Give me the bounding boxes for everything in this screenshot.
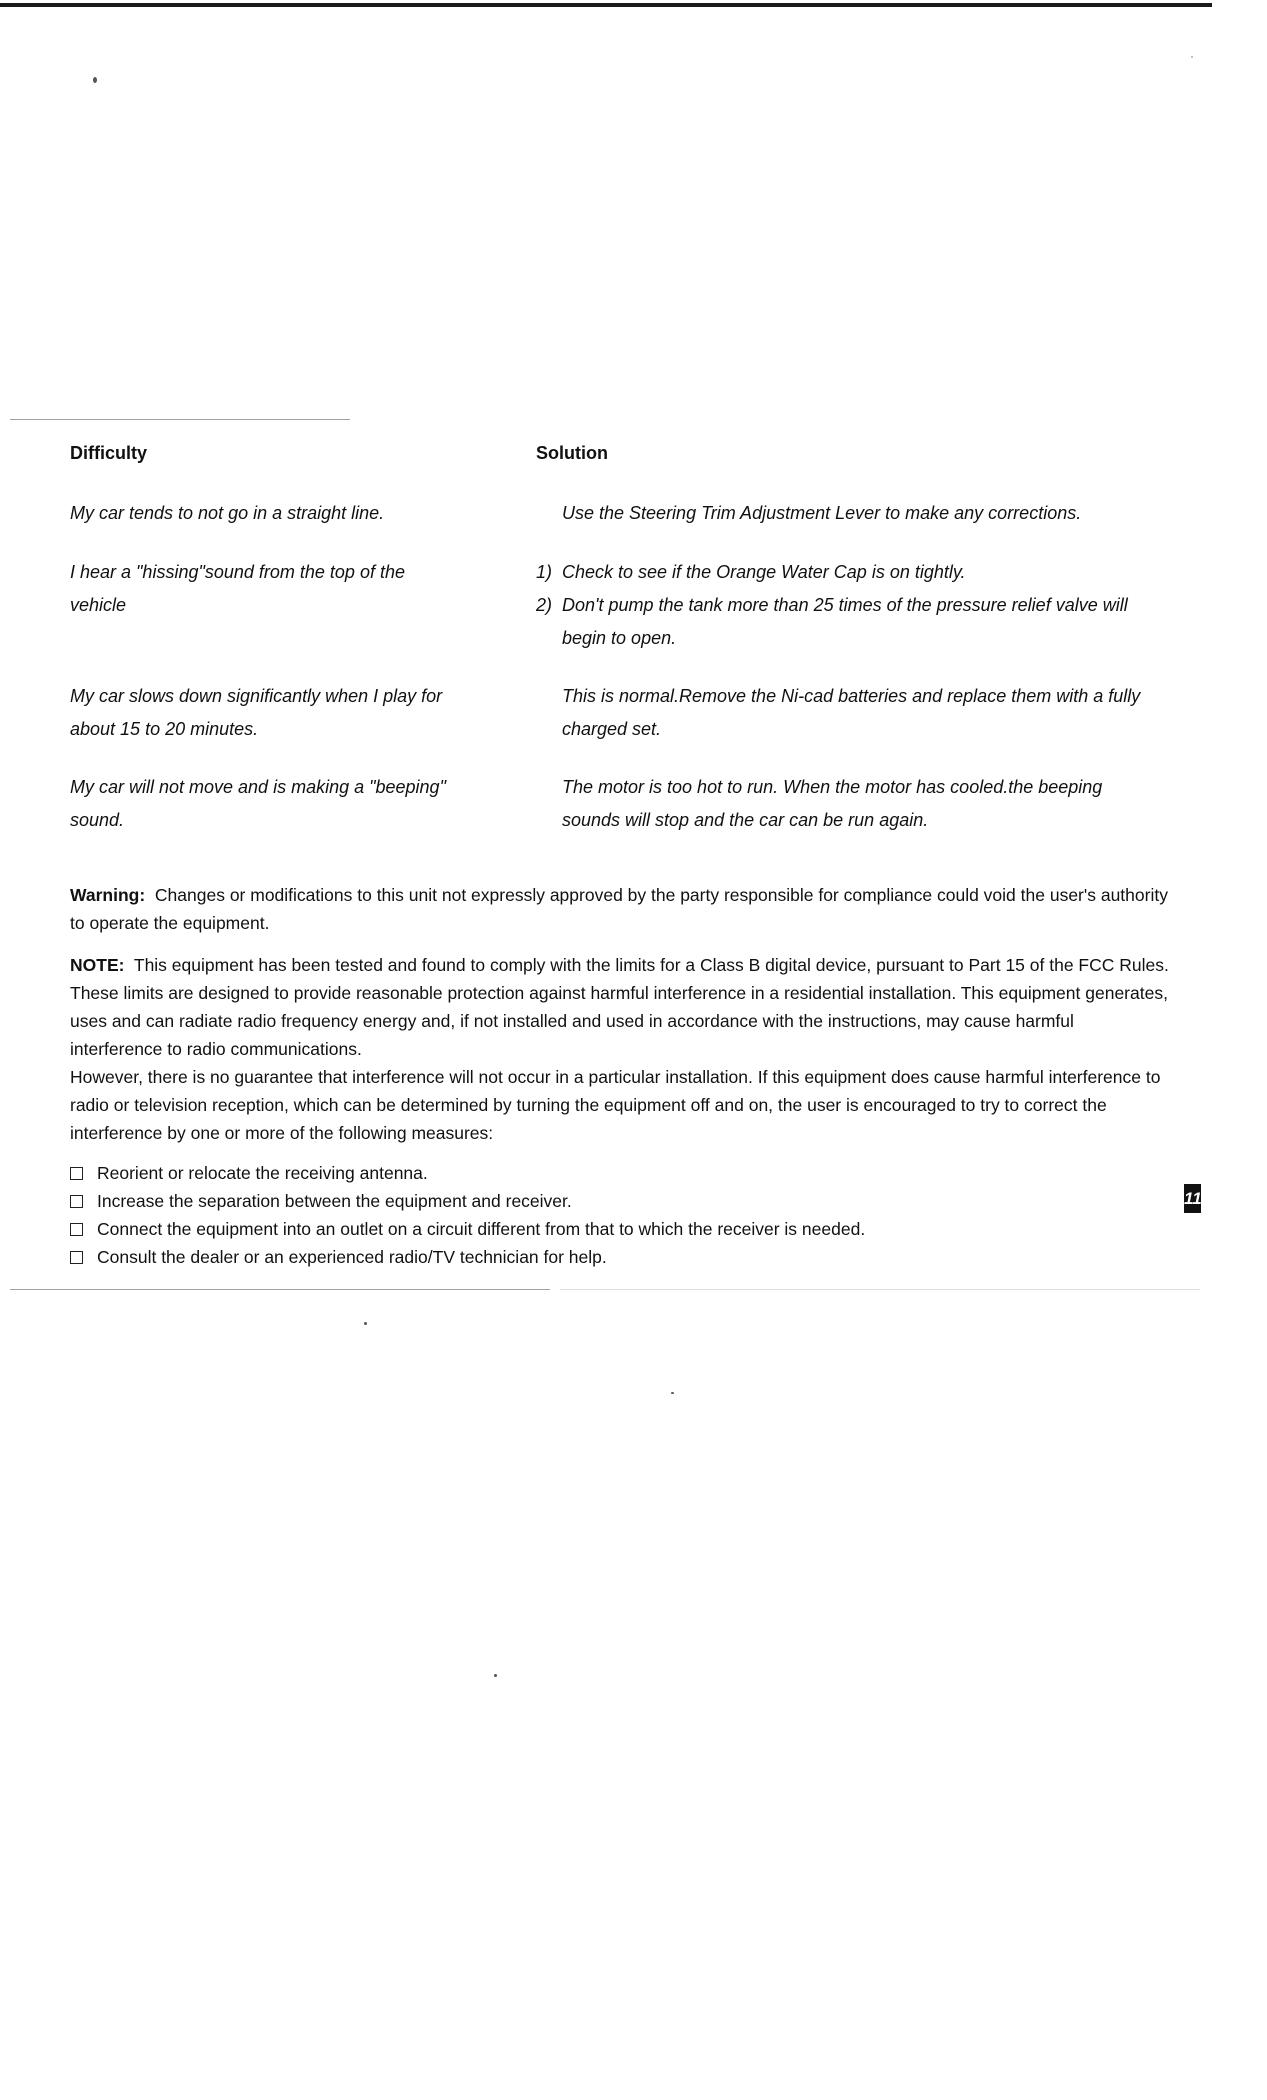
solution-step	[536, 556, 1162, 589]
step-text: Don't pump the tank more than 25 times of the pressure relief valve will begin to open.	[562, 595, 1128, 648]
scan-speck	[93, 77, 97, 83]
difficulty-text: I hear a "hissing"sound from the top of the vehicle	[70, 562, 405, 615]
top-border-rule	[0, 3, 1212, 7]
scan-speck	[671, 1392, 674, 1394]
checkbox-icon	[70, 1223, 83, 1236]
difficulty-heading: Difficulty	[70, 443, 148, 463]
checkbox-icon	[70, 1251, 83, 1264]
measure-text: Reorient or relocate the receiving antenna.	[97, 1163, 428, 1183]
solution-step	[536, 589, 1162, 655]
step-number: 2)	[536, 595, 553, 615]
difficulty-text: My car slows down significantly when I play for about 15 to 20 minutes.	[70, 686, 443, 739]
step-text: Check to see if the Orange Water Cap is on tightly.	[562, 562, 966, 582]
note-text: This equipment has been tested and found to comply with the limits for a Class B digital device, pursuant to Part 15 of the FCC Rules. These limits are designed to provide reasonable protection against harmful interference in a residential installation. This equipment generates, uses and can radiate radio frequency energy and, if not installed and used in accordance with the instructions, may cause harmful interference to radio communications.	[70, 955, 1169, 1059]
step-number: 1)	[536, 562, 553, 582]
solution-text	[536, 556, 1162, 655]
difficulty-text: My car will not move and is making a "beeping" sound.	[70, 777, 446, 830]
solution-step: This is normal.Remove the Ni-cad batteries and replace them with a fully charged set.	[562, 686, 1141, 739]
solution-step: The motor is too hot to run. When the motor has cooled.the beeping sounds will stop and the car can be run again.	[562, 777, 1103, 830]
checkbox-icon	[70, 1167, 83, 1180]
section-rule-bottom-faint	[560, 1289, 1200, 1290]
note-label: NOTE:	[70, 955, 125, 975]
note-text-continued: However, there is no guarantee that interference will not occur in a particular installation. If this equipment does cause harmful interference to radio or television reception, which can be determined by turning the equipment off and on, the user is encouraged to try to correct the interference by one or more of the following measures:	[70, 1067, 1161, 1143]
scan-speck	[1191, 56, 1193, 58]
list-item	[70, 1159, 1070, 1187]
difficulty-text: My car tends to not go in a straight line.	[70, 503, 385, 523]
solution-text	[562, 497, 1162, 530]
solution-heading: Solution	[536, 443, 608, 463]
solution-text	[562, 771, 1162, 837]
list-item	[70, 1243, 1070, 1271]
measure-text: Connect the equipment into an outlet on a circuit different from that to which the receiver is needed.	[97, 1219, 866, 1239]
list-item	[70, 1187, 1070, 1215]
checkbox-icon	[70, 1195, 83, 1208]
warning-label: Warning:	[70, 885, 146, 905]
warning-text: Changes or modifications to this unit not expressly approved by the party responsible for compliance could void the user's authority to operate the equipment.	[70, 885, 1168, 933]
list-item	[70, 1215, 1070, 1243]
measure-text: Increase the separation between the equipment and receiver.	[97, 1191, 572, 1211]
measure-text: Consult the dealer or an experienced radio/TV technician for help.	[97, 1247, 607, 1267]
note-paragraph	[70, 951, 1170, 1147]
solution-text	[562, 680, 1162, 746]
section-rule-bottom	[10, 1289, 550, 1290]
scan-speck	[494, 1674, 497, 1677]
section-rule-top	[10, 419, 350, 420]
scan-speck	[364, 1322, 367, 1325]
page-number-badge: 11	[1184, 1184, 1201, 1213]
solution-step: Use the Steering Trim Adjustment Lever to make any corrections.	[562, 503, 1082, 523]
warning-paragraph	[70, 881, 1170, 937]
measures-list	[70, 1159, 1070, 1271]
